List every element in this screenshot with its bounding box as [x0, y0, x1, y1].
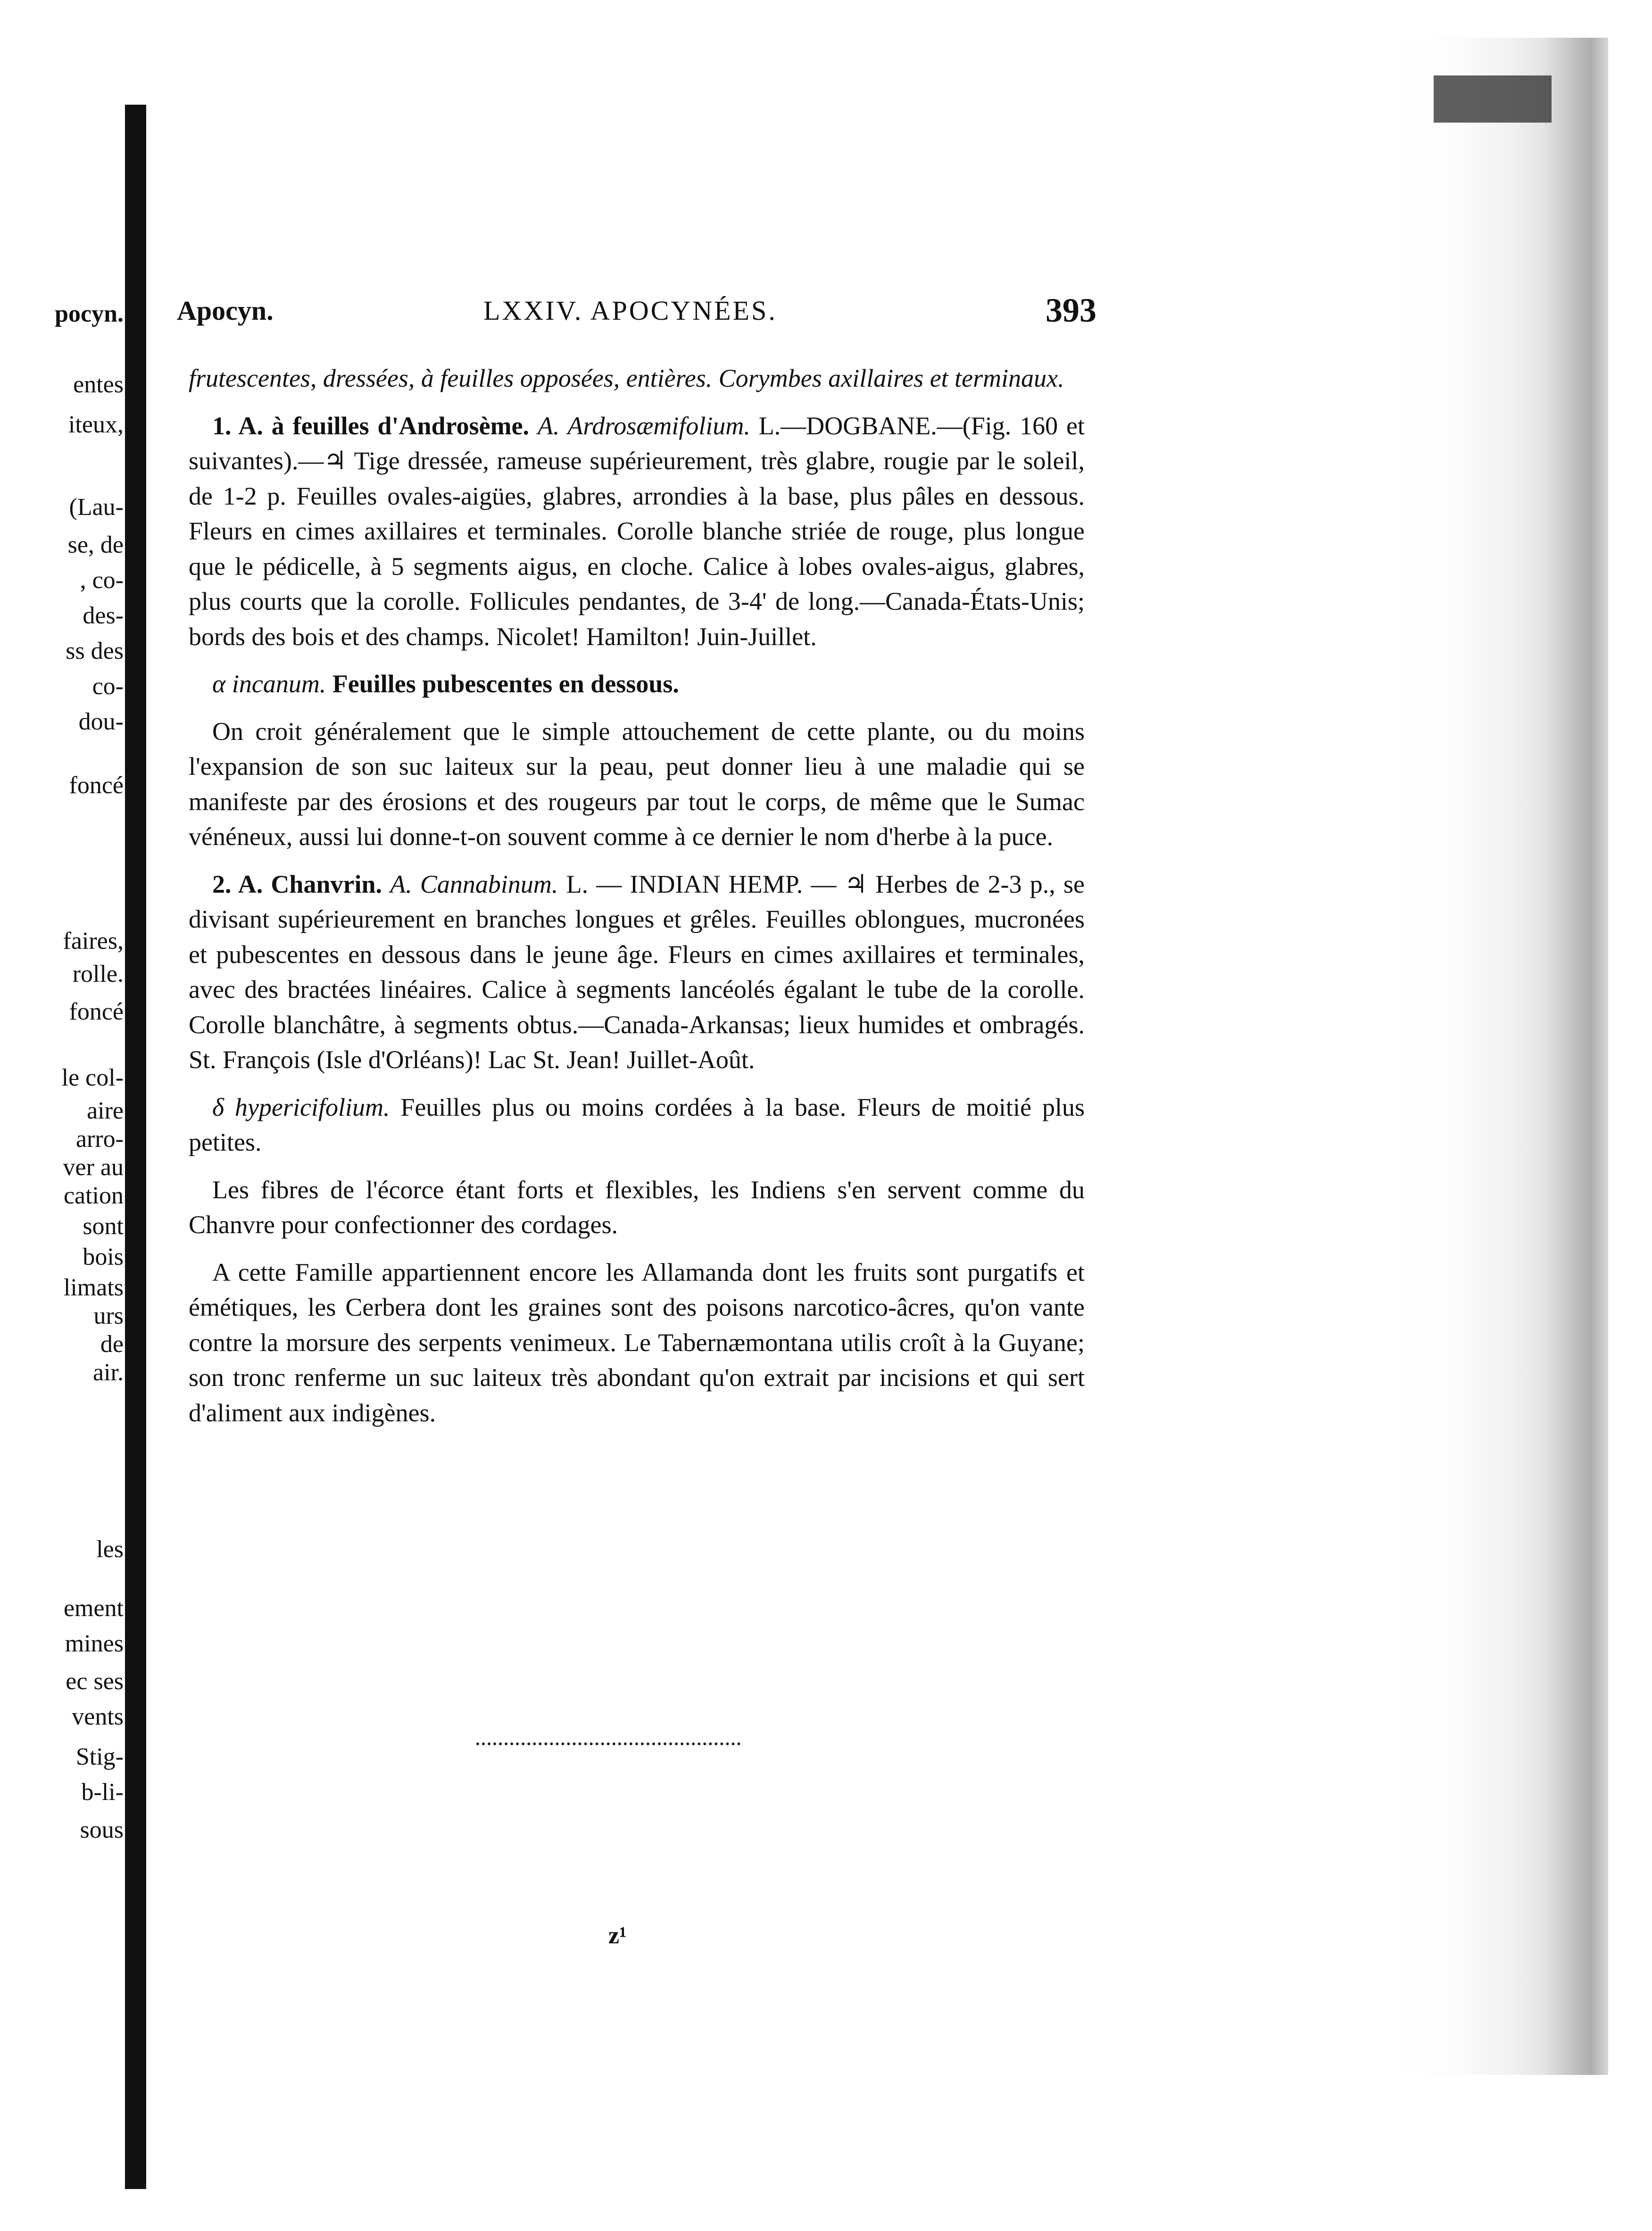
variety-name: δ hypericifolium.	[212, 1093, 390, 1121]
left-margin-fragment: le col-	[61, 1064, 124, 1091]
left-page-fragment	[0, 300, 124, 1843]
left-margin-fragment: sont	[83, 1213, 124, 1240]
species-description: L. — INDIAN HEMP. — ♃ Herbes de 2-3 p., se divisant supérieurement en branches longues et grêles. Feuilles oblongues, mucronées et pubescentes en dessous dans le jeune âge. Fleurs en cimes axillaires et terminales, avec des bractées linéaires. Calice à segments lancéolés égalant le tube de la corolle. Corolle blanchâtre, à segments obtus.—Canada-Arkansas; lieux humides et ombragés. St. François (Isle d'Orléans)! Lac St. Jean! Juillet-Août.	[189, 870, 1085, 1074]
left-margin-fragment: se, de	[67, 531, 124, 558]
left-margin-fragment: (Lau-	[69, 494, 124, 521]
left-margin-fragment: rolle.	[72, 961, 124, 987]
variety-entry-incanum	[189, 666, 1085, 702]
left-margin-fragment: ement	[63, 1595, 124, 1622]
left-margin-fragment: ec ses	[66, 1668, 124, 1695]
left-margin-fragment: foncé	[69, 998, 124, 1025]
left-margin-fragment: ver au	[63, 1154, 124, 1181]
species-latin-name: A. Cannabinum.	[390, 870, 558, 898]
page-number: 393	[1046, 291, 1096, 329]
left-margin-fragment: Stig-	[75, 1743, 124, 1770]
species-title: 1. A. à feuilles d'Androsème.	[212, 411, 530, 440]
left-margin-fragment: entes	[73, 371, 124, 398]
left-margin-fragment: de	[100, 1331, 124, 1358]
left-margin-fragment: arro-	[75, 1126, 124, 1153]
species-latin-name: A. Ardrosæmifolium.	[537, 411, 750, 440]
variety-description: Feuilles pubescentes en dessous.	[332, 670, 679, 698]
left-margin-fragment: cation	[63, 1182, 124, 1209]
facing-page-edge	[1391, 38, 1608, 2075]
paragraph-remark-poison: On croit généralement que le simple attouchement de cette plante, ou du moins l'expansion de son suc laiteux sur la peau, peut donner lieu à une maladie qui se manifeste par des érosions et des rougeurs par tout le corps, de même que le Sumac vénéneux, aussi lui donne-t-on souvent comme à ce dernier le nom d'herbe à la puce.	[189, 717, 1085, 851]
left-margin-fragment: air.	[93, 1359, 124, 1386]
left-margin-fragment: pocyn.	[55, 300, 124, 327]
left-margin-fragment: ss des	[66, 638, 124, 664]
running-head-left: Apocyn.	[177, 295, 274, 326]
running-head-chapter: LXXIV. APOCYNÉES.	[483, 295, 777, 326]
section-end-rule	[476, 1742, 740, 1751]
left-margin-fragment: dou-	[78, 708, 124, 735]
facing-page-dark-corner	[1434, 75, 1552, 123]
printer-signature-mark: z¹	[608, 1922, 627, 1949]
left-margin-fragment: des-	[83, 602, 124, 629]
species-entry-androsaemifolium	[189, 408, 1085, 655]
left-margin-fragment: co-	[92, 673, 124, 700]
variety-entry-hypericifolium	[189, 1090, 1085, 1160]
left-margin-fragment: les	[96, 1536, 124, 1563]
left-margin-fragment: bois	[83, 1244, 124, 1270]
paragraph-remark-fibres: Les fibres de l'écorce étant forts et flexibles, les Indiens s'en servent comme du Chanvre pour confectionner des cordages.	[189, 1175, 1085, 1239]
left-margin-fragment: b-li-	[81, 1779, 124, 1806]
left-margin-fragment: foncé	[69, 772, 124, 799]
page-body	[189, 361, 1085, 1443]
species-title: 2. A. Chanvrin.	[212, 870, 382, 898]
paragraph-continuation: frutescentes, dressées, à feuilles opposées, entières. Corymbes axillaires et terminaux.	[189, 364, 1064, 392]
species-description: L.—DOGBANE.—(Fig. 160 et suivantes).—♃ Tige dressée, rameuse supérieurement, très glabre, rougie par le soleil, de 1-2 p. Feuilles ovales-aigües, glabres, arrondies à la base, plus pâles en dessous. Fleurs en cimes axillaires et terminales. Corolle blanche striée de rouge, plus longue que le pédicelle, à 5 segments aigus, en cloche. Calice à lobes ovales-aigus, glabres, plus courts que la corolle. Follicules pendantes, de 3-4' de long.—Canada-États-Unis; bords des bois et des champs. Nicolet! Hamilton! Juin-Juillet.	[189, 411, 1085, 651]
variety-name: α incanum.	[212, 670, 326, 698]
left-margin-fragment: , co-	[80, 567, 124, 594]
left-margin-fragment: sous	[80, 1816, 124, 1843]
left-margin-fragment: mines	[65, 1630, 124, 1657]
left-margin-fragment: faires,	[63, 928, 124, 954]
paragraph-remark-family: A cette Famille appartiennent encore les Allamanda dont les fruits sont purgatifs et émétiques, les Cerbera dont les graines sont des poisons narcotico-âcres, qu'on vante contre la morsure des serpents venimeux. Le Tabernæmontana utilis croît à la Guyane; son tronc renferme un suc laiteux très abondant qu'on extrait par incisions et qui sert d'aliment aux indigènes.	[189, 1258, 1085, 1427]
running-head	[177, 291, 1096, 332]
left-margin-fragment: urs	[93, 1302, 124, 1329]
left-margin-fragment: limats	[63, 1274, 124, 1301]
variety-description: Feuilles plus ou moins cordées à la base. Fleurs de moitié plus petites.	[189, 1093, 1085, 1157]
left-margin-fragment: iteux,	[68, 411, 124, 438]
left-margin-fragment: aire	[87, 1097, 124, 1124]
book-gutter-shadow	[125, 105, 146, 2189]
species-entry-cannabinum	[189, 867, 1085, 1078]
left-margin-fragment: vents	[72, 1703, 124, 1730]
